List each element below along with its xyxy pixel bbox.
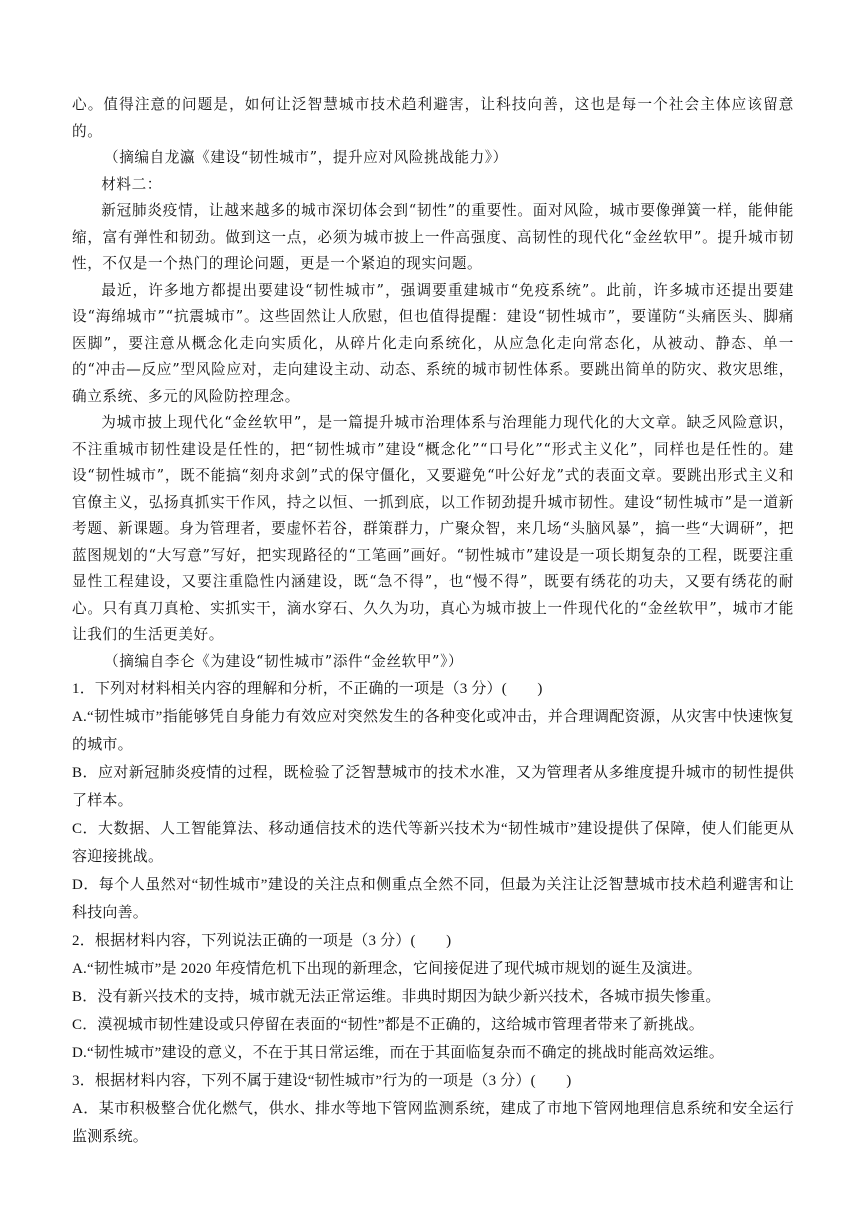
question-stem: 2．根据材料内容，下列说法正确的一项是（3 分）( ) [72,933,452,949]
question-3 [72,1067,794,1151]
option-c: C．漠视城市韧性建设或只停留在表面的“韧性”都是不正确的，这给城市管理者带来了新挑战。 [72,1017,704,1033]
question-2 [72,927,794,1067]
option-b: B．应对新冠肺炎疫情的过程，既检验了泛智慧城市的技术水准，又为管理者从多维度提升城市的韧性提供了样本。 [72,765,794,809]
material1-source: （摘编自龙瀛《建设“韧性城市”，提升应对风险挑战能力》） [104,149,508,166]
question-stem: 3．根据材料内容，下列不属于建设“韧性城市”行为的一项是（3 分）( ) [72,1073,572,1089]
option-d: D．每个人虽然对“韧性城市”建设的关注点和侧重点全然不同，但最为关注让泛智慧城市技术趋利避害和让科技向善。 [72,877,794,921]
option-a: A.“韧性城市”指能够凭自身能力有效应对突然发生的各种变化或冲击，并合理调配资源，从灾害中快速恢复的城市。 [72,709,794,753]
material2-paragraph: 为城市披上现代化“金丝软甲”，是一篇提升城市治理体系与治理能力现代化的大文章。缺乏风险意识，不注重城市韧性建设是任性的，把“韧性城市”建设“概念化”“口号化”“形式主义化”，同样也是任性的。建设“韧性城市”，既不能搞“刻舟求剑”式的保守僵化，又要避免“叶公好龙”式的表面文章。要跳出形式主义和官僚主义，弘扬真抓实干作风，持之以恒、一抓到底，以工作韧劲提升城市韧性。建设“韧性城市”是一道新考题、新课题。身为管理者，要虚怀若谷，群策群力，广聚众智，来几场“头脑风暴”，搞一些“大调研”，把蓝图规划的“大写意”写好，把实现路径的“工笔画”画好。“韧性城市”建设是一项长期复杂的工程，既要注重显性工程建设，又要注重隐性内涵建设，既“急不得”，也“慢不得”，既要有绣花的功夫，又要有绣花的耐心。只有真刀真枪、实抓实干，滴水穿石、久久为功，真心为城市披上一件现代化的“金丝软甲”，城市才能让我们的生活更美好。 [72,414,794,643]
option-c: C．大数据、人工智能算法、移动通信技术的迭代等新兴技术为“韧性城市”建设提供了保障，使人们能更从容迎接挑战。 [72,821,794,865]
option-b: B．没有新兴技术的支持，城市就无法正常运维。非典时期因为缺少新兴技术，各城市损失惨重。 [72,989,721,1005]
option-a: A.“韧性城市”是 2020 年疫情危机下出现的新理念，它间接促进了现代城市规划的诞生及演进。 [72,961,702,977]
material1-tail: 心。值得注意的问题是，如何让泛智慧城市技术趋利避害，让科技向善，这也是每一个社会主体应该留意的。 [72,96,794,140]
option-d: D.“韧性城市”建设的意义，不在于其日常运维，而在于其面临复杂而不确定的挑战时能高效运维。 [72,1045,724,1061]
material2-paragraph: 新冠肺炎疫情，让越来越多的城市深切体会到“韧性”的重要性。面对风险，城市要像弹簧一样，能伸能缩，富有弹性和韧劲。做到这一点，必须为城市披上一件高强度、高韧性的现代化“金丝软甲”。提升城市韧性，不仅是一个热门的理论问题，更是一个紧迫的现实问题。 [72,202,794,272]
question-1 [72,675,794,927]
exam-page [72,92,794,1151]
question-stem: 1．下列对材料相关内容的理解和分析，不正确的一项是（3 分）( ) [72,681,543,697]
option-a: A．某市积极整合优化燃气，供水、排水等地下管网监测系统，建成了市地下管网地理信息系统和安全运行监测系统。 [72,1101,794,1145]
material2-source: （摘编自李仑《为建设“韧性城市”添件“金丝软甲”》） [104,652,464,670]
material2-paragraph: 最近，许多地方都提出要建设“韧性城市”，强调要重建城市“免疫系统”。此前，许多城市还提出要建设“海绵城市”“抗震城市”。这些固然让人欣慰，但也值得提醒：建设“韧性城市”，要谨防“头痛医头、脚痛医脚”，要注意从概念化走向实质化，从碎片化走向系统化，从应急化走向常态化，从被动、静态、单一的“冲击—反应”型风险应对，走向建设主动、动态、系统的城市韧性体系。要跳出简单的防灾、救灾思维，确立系统、多元的风险防控理念。 [72,281,794,405]
material2-label: 材料二： [101,175,162,193]
